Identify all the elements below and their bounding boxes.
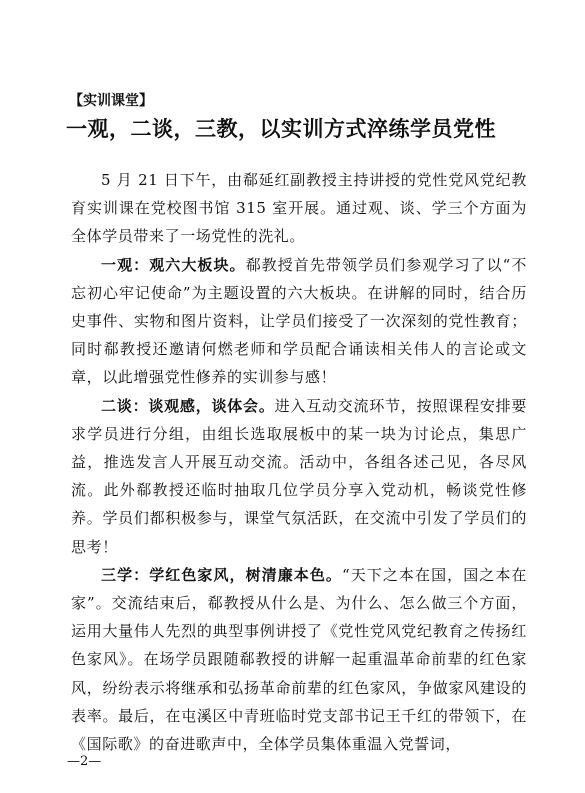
paragraph-learn bbox=[71, 561, 527, 758]
section-tag: 【实训课堂】 bbox=[69, 93, 153, 109]
article-title: 一观，二谈，三教，以实训方式淬练学员党性 bbox=[66, 117, 496, 141]
article-body bbox=[71, 166, 527, 758]
paragraph-discuss-text: 进入互动交流环节，按照课程安排要求学员进行分组，由组长选取展板中的某一块为讨论点，集思广益，推选发言人开展互动交流。活动中，各组各述己见，各尽风流。此外郗教授还临时抽取几位学员分享入党动机，畅谈党性修养。学员们都积极参与，课堂气氛活跃，在交流中引发了学员们的思考！ bbox=[71, 396, 527, 556]
intro-paragraph: 5 月 21 日下午，由郗延红副教授主持讲授的党性党风党纪教育实训课在党校图书馆 315 室开展。通过观、谈、学三个方面为全体学员带来了一场党性的洗礼。 bbox=[71, 171, 527, 246]
paragraph-learn-text: “天下之本在国，国之本在家”。交流结束后，郗教授从什么是、为什么、怎么做三个方面，运用大量伟人先烈的典型事例讲授了《党性党风党纪教育之传扬红色家风》。在场学员跟随郗教授的讲解一起重温革命前辈的红色家风，纷纷表示将继承和弘扬革命前辈的红色家风，争做家风建设的表率。最后，在屯溪区中青班临时党支部书记王千红的带领下，在《国际歌》的奋进歌声中，全体学员集体重温入党誓词， bbox=[71, 565, 527, 754]
paragraph-observe-lead: 一观：观六大板块。 bbox=[101, 255, 246, 274]
page-number: —2— bbox=[67, 754, 102, 769]
paragraph-observe bbox=[71, 251, 527, 392]
paragraph-learn-lead: 三学：学红色家风，树清廉本色。 bbox=[101, 565, 342, 584]
paragraph-discuss-lead: 二谈：谈观感，谈体会。 bbox=[101, 396, 275, 415]
paragraph-observe-text: 郗教授首先带领学员们参观学习了以“不忘初心牢记使命”为主题设置的六大板块。在讲解的同时，结合历史事件、实物和图片资料，让学员们接受了一次深刻的党性教育；同时郗教授还邀请何燃老师和学员配合诵读相关伟人的言论或文章，以此增强党性修养的实训参与感！ bbox=[71, 255, 527, 387]
paragraph-discuss bbox=[71, 392, 527, 561]
